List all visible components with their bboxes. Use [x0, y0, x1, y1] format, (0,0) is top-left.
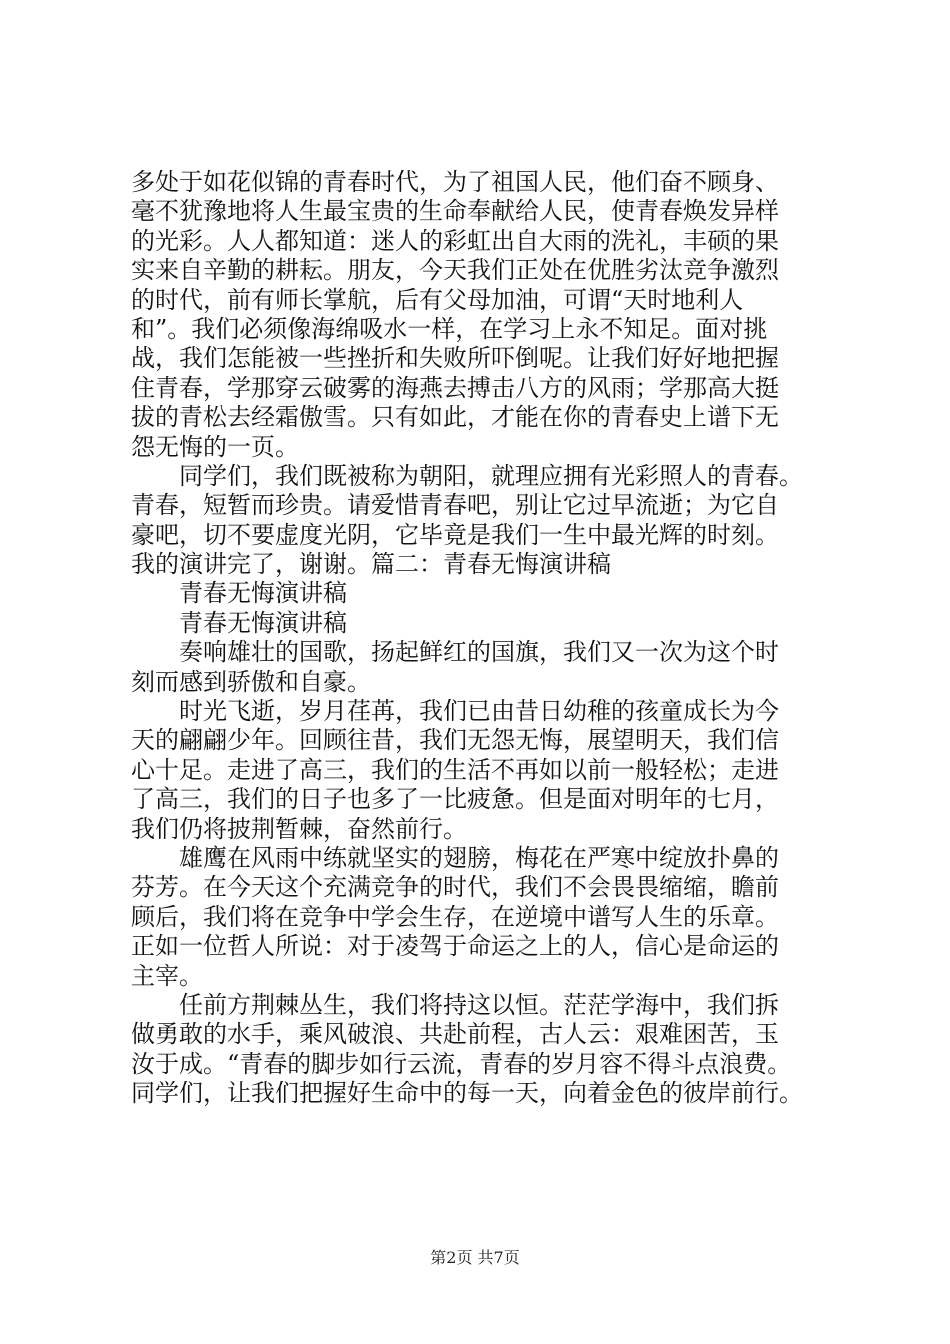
text-line: 主宰。 — [131, 961, 203, 990]
text-line: 心十足。走进了高三，我们的生活不再如以前一般轻松；走进 — [131, 755, 779, 784]
text-line: 豪吧，切不要虚度光阴，它毕竟是我们一生中最光辉的时刻。 — [131, 520, 779, 549]
text-line: 住青春，学那穿云破雾的海燕去搏击八方的风雨；学那高大挺 — [131, 373, 779, 402]
text-line: 我们仍将披荆暂棘，奋然前行。 — [131, 814, 467, 843]
text-line: 和”。我们必须像海绵吸水一样，在学习上永不知足。面对挑 — [131, 314, 768, 343]
text-line: 战，我们怎能被一些挫折和失败所吓倒呢。让我们好好地把握 — [131, 344, 779, 373]
section-title: 青春无悔演讲稿 — [179, 608, 347, 637]
text-line: 毫不犹豫地将人生最宝贵的生命奉献给人民，使青春焕发异样 — [131, 197, 779, 226]
paragraph-start-line: 奏响雄壮的国歌，扬起鲜红的国旗，我们又一次为这个时 — [179, 638, 779, 667]
paragraph-start-line: 时光飞逝，岁月荏苒，我们已由昔日幼稚的孩童成长为今 — [179, 697, 779, 726]
section-title: 青春无悔演讲稿 — [179, 579, 347, 608]
text-line: 芬芳。在今天这个充满竞争的时代，我们不会畏畏缩缩，瞻前 — [131, 873, 779, 902]
page-indicator: 第2页 共7页 — [430, 1248, 520, 1267]
text-line: 天的翩翩少年。回顾往昔，我们无怨无悔，展望明天，我们信 — [131, 726, 779, 755]
text-line: 顾后，我们将在竞争中学会生存，在逆境中谱写人生的乐章。 — [131, 902, 779, 931]
text-line: 实来自辛勤的耕耘。朋友，今天我们正处在优胜劣汰竞争激烈 — [131, 256, 779, 285]
text-line: 我的演讲完了，谢谢。篇二：青春无悔演讲稿 — [131, 550, 611, 579]
text-line: 汝于成。“青春的脚步如行云流，青春的岁月容不得斗点浪费。 — [131, 1049, 792, 1078]
text-line: 正如一位哲人所说：对于凌驾于命运之上的人，信心是命运的 — [131, 932, 779, 961]
text-line: 拔的青松去经霜傲雪。只有如此，才能在你的青春史上谱下无 — [131, 403, 779, 432]
paragraph-start-line: 雄鹰在风雨中练就坚实的翅膀，梅花在严寒中绽放扑鼻的 — [179, 843, 779, 872]
paragraph-start-line: 任前方荆棘丛生，我们将持这以恒。茫茫学海中，我们拆 — [179, 990, 779, 1019]
text-line: 怨无悔的一页。 — [131, 432, 299, 461]
text-line: 做勇敢的水手，乘风破浪、共赴前程，古人云：艰难困苦，玉 — [131, 1020, 779, 1049]
text-line: 的光彩。人人都知道：迷人的彩虹出自大雨的洗礼，丰硕的果 — [131, 226, 779, 255]
text-line: 青春，短暂而珍贵。请爱惜青春吧，别让它过早流逝；为它自 — [131, 491, 779, 520]
text-line: 多处于如花似锦的青春时代，为了祖国人民，他们奋不顾身、 — [131, 168, 779, 196]
text-line: 同学们，让我们把握好生命中的每一天，向着金色的彼岸前行。 — [131, 1079, 803, 1108]
text-line: 的时代，前有师长掌航，后有父母加油，可谓“天时地利人 — [131, 285, 744, 314]
body-text — [131, 168, 831, 1109]
text-line: 了高三，我们的日子也多了一比疲惫。但是面对明年的七月， — [131, 785, 779, 814]
text-line: 刻而感到骄傲和自豪。 — [131, 667, 371, 696]
paragraph-start-line: 同学们，我们既被称为朝阳，就理应拥有光彩照人的青春。 — [179, 461, 803, 490]
